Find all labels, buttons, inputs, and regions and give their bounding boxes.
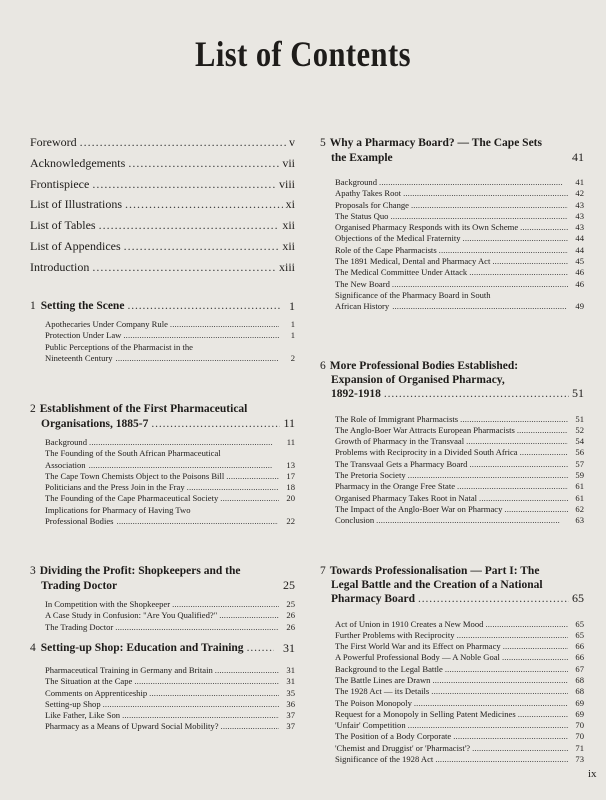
section-entry: Apathy Takes Root . . . 42	[335, 188, 584, 199]
section-entry: The Founding of the South African Pharmaceutical Association . . . 13	[45, 448, 295, 471]
chapter-number: 2	[30, 403, 36, 415]
entry-title: List of Illustrations	[30, 197, 122, 212]
chapter-heading	[30, 642, 295, 655]
toc-entry	[30, 135, 295, 156]
section-entry: Politicians and the Press Join in the Fray . . . 18	[45, 482, 295, 493]
section-entry: 'Unfair' Competition . . . 70	[335, 720, 584, 731]
section-entry: Background . . . 41	[335, 177, 584, 188]
section-entry: A Powerful Professional Body — A Noble Goal . . . 66	[335, 652, 584, 663]
section-entry: Conclusion . . . 63	[335, 515, 584, 526]
section-entry: Like Father, Like Son . . . 37	[45, 710, 295, 721]
entry-title: Frontispiece	[30, 176, 90, 191]
section-entry: The Pretoria Society . . . 59	[335, 470, 584, 481]
chapter-page: 25	[283, 577, 295, 592]
entry-page: xii	[282, 218, 295, 233]
entry-page: xiii	[278, 259, 295, 274]
chapter-heading	[30, 565, 295, 579]
section-entry: Act of Union in 1910 Creates a New Mood . . . 65	[335, 619, 584, 630]
section-entry: Setting-up Shop . . . 36	[45, 699, 295, 710]
chapter-title: Why a Pharmacy Board? — The Cape Sets	[329, 137, 542, 149]
chapter-title-cont: Organisations, 1885-7	[41, 417, 149, 430]
section-entry: Proposals for Change . . . 43	[335, 200, 584, 211]
section-entry: The Position of a Body Corporate . . . 70	[335, 731, 584, 742]
entry-page: v	[289, 135, 295, 149]
section-entry: Comments on Apprenticeship . . . 35	[45, 688, 295, 699]
chapter-page: 65	[572, 591, 584, 605]
toc-entry	[30, 156, 295, 177]
chapter-title-cont: Trading Doctor	[41, 579, 118, 592]
section-entry: Implications for Pharmacy of Having Two Professional Bodies . . . 22	[45, 505, 295, 528]
chapter-heading	[320, 565, 584, 579]
chapter-title: More Professional Bodies Established:	[329, 360, 519, 372]
chapter-title: Dividing the Profit: Shopkeepers and the	[39, 565, 241, 577]
section-entry: Public Perceptions of the Pharmacist in the Nineteenth Century . . . 2	[45, 342, 295, 365]
section-entry: Background to the Legal Battle . . . 67	[335, 664, 584, 675]
section-entry: Significance of the Pharmacy Board in South African History . . . 49	[335, 290, 584, 313]
page-number: ix	[588, 768, 597, 780]
entry-title: Acknowledgements	[30, 155, 126, 170]
chapter-page: 31	[283, 641, 295, 655]
left-column	[30, 135, 295, 732]
chapter-number: 7	[320, 565, 326, 577]
section-entry: The Battle Lines are Drawn . . . 68	[335, 675, 584, 686]
toc-entry	[30, 239, 295, 260]
chapter-2	[30, 403, 295, 527]
chapter-7	[320, 565, 584, 765]
section-entry: The New Board . . . 46	[335, 279, 584, 290]
chapter-heading	[30, 403, 295, 417]
section-entry: The Impact of the Anglo-Boer War on Pharmacy . . . 62	[335, 504, 584, 515]
entry-page: xi	[285, 197, 295, 212]
chapter-title-cont: Legal Battle and the Creation of a National	[331, 578, 543, 591]
toc-entry	[30, 177, 295, 198]
section-entry: In Competition with the Shopkeeper . . . 25	[45, 599, 295, 610]
toc-entry	[30, 218, 295, 239]
entry-title: Introduction	[30, 259, 90, 274]
section-entry: Organised Pharmacy Takes Root in Natal . . . 61	[335, 493, 584, 504]
section-entry: The Poison Monopoly . . . 69	[335, 698, 584, 709]
section-entry: Request for a Monopoly in Selling Patent Medicines . . . 69	[335, 709, 584, 720]
entry-page: vii	[282, 155, 295, 170]
section-entry: 'Chemist and Druggist' or 'Pharmacist'? . . . 71	[335, 743, 584, 754]
chapter-page: 51	[572, 386, 584, 400]
entry-page: viii	[278, 176, 295, 191]
chapter-page: 1	[289, 299, 295, 313]
section-entry: Organised Pharmacy Responds with its Own Scheme . . . 43	[335, 222, 584, 233]
section-entry: Pharmaceutical Training in Germany and Britain . . . 31	[45, 665, 295, 676]
chapter-number: 3	[30, 565, 36, 577]
toc-entry	[30, 260, 295, 281]
chapter-5	[320, 137, 584, 313]
chapter-1	[30, 300, 295, 364]
entry-title: List of Tables	[30, 218, 96, 233]
page-title: List of Contents	[195, 34, 411, 74]
section-entry: The Status Quo . . . 43	[335, 211, 584, 222]
chapter-heading	[30, 300, 295, 313]
section-entry: Pharmacy in the Orange Free State . . . 61	[335, 481, 584, 492]
section-entry: Growth of Pharmacy in the Transvaal . . . 54	[335, 436, 584, 447]
chapter-title: Towards Professionalisation — Part I: The	[329, 565, 540, 577]
chapter-title: Setting the Scene	[40, 300, 125, 312]
entry-title: Foreword	[30, 135, 77, 149]
section-entry: The Anglo-Boer War Attracts European Pharmacists . . . 52	[335, 425, 584, 436]
section-entry: The Medical Committee Under Attack . . . 46	[335, 267, 584, 278]
chapter-title-cont: Pharmacy Board	[331, 593, 416, 605]
section-entry: Significance of the 1928 Act . . . 73	[335, 754, 584, 765]
section-entry: Background . . . 11	[45, 437, 295, 448]
section-entry: Further Problems with Reciprocity . . . 65	[335, 630, 584, 641]
section-entry: The First World War and its Effect on Pharmacy . . . 66	[335, 641, 584, 652]
section-entry: Problems with Reciprocity in a Divided South Africa . . . 56	[335, 447, 584, 458]
chapter-number: 4	[30, 642, 36, 654]
section-entry: The Transvaal Gets a Pharmacy Board . . . 57	[335, 459, 584, 470]
toc-entry	[30, 197, 295, 218]
section-entry: The Founding of the Cape Pharmaceutical Society . . . 20	[45, 493, 295, 504]
chapter-title-cont: 1892-1918	[331, 388, 381, 400]
chapter-page: 41	[572, 149, 584, 164]
section-entry: Apothecaries Under Company Rule . . . 1	[45, 319, 295, 330]
section-entry: The 1928 Act — its Details . . . 68	[335, 686, 584, 697]
section-entry: Role of the Cape Pharmacists . . . 44	[335, 245, 584, 256]
chapter-title-cont: Expansion of Organised Pharmacy,	[331, 373, 505, 386]
chapter-number: 5	[320, 137, 326, 149]
chapter-title: Setting-up Shop: Education and Training	[40, 642, 244, 654]
section-entry: Objections of the Medical Fraternity . . . 44	[335, 233, 584, 244]
chapter-number: 1	[30, 300, 36, 312]
chapter-3	[30, 565, 295, 633]
section-entry: A Case Study in Confusion: "Are You Qualified?" . . . 26	[45, 610, 295, 621]
chapter-4	[30, 642, 295, 733]
front-matter-list	[30, 135, 295, 281]
section-entry: The 1891 Medical, Dental and Pharmacy Act . . . 45	[335, 256, 584, 267]
chapter-title: Establishment of the First Pharmaceutical	[39, 403, 248, 415]
chapter-number: 6	[320, 360, 326, 372]
chapter-title-cont: the Example	[331, 151, 393, 164]
section-entry: Pharmacy as a Means of Upward Social Mobility? . . . 37	[45, 721, 295, 732]
chapter-heading	[320, 360, 584, 374]
section-entry: The Cape Town Chemists Object to the Poisons Bill . . . 17	[45, 471, 295, 482]
chapter-6	[320, 360, 584, 526]
chapter-page: 11	[283, 415, 295, 430]
section-entry: Protection Under Law . . . 1	[45, 330, 295, 341]
section-entry: The Role of Immigrant Pharmacists . . . 51	[335, 414, 584, 425]
chapter-heading	[320, 137, 584, 151]
section-entry: The Trading Doctor . . . 26	[45, 622, 295, 633]
entry-title: List of Appendices	[30, 238, 121, 253]
section-entry: The Situation at the Cape . . . 31	[45, 676, 295, 687]
entry-page: xii	[282, 238, 295, 253]
